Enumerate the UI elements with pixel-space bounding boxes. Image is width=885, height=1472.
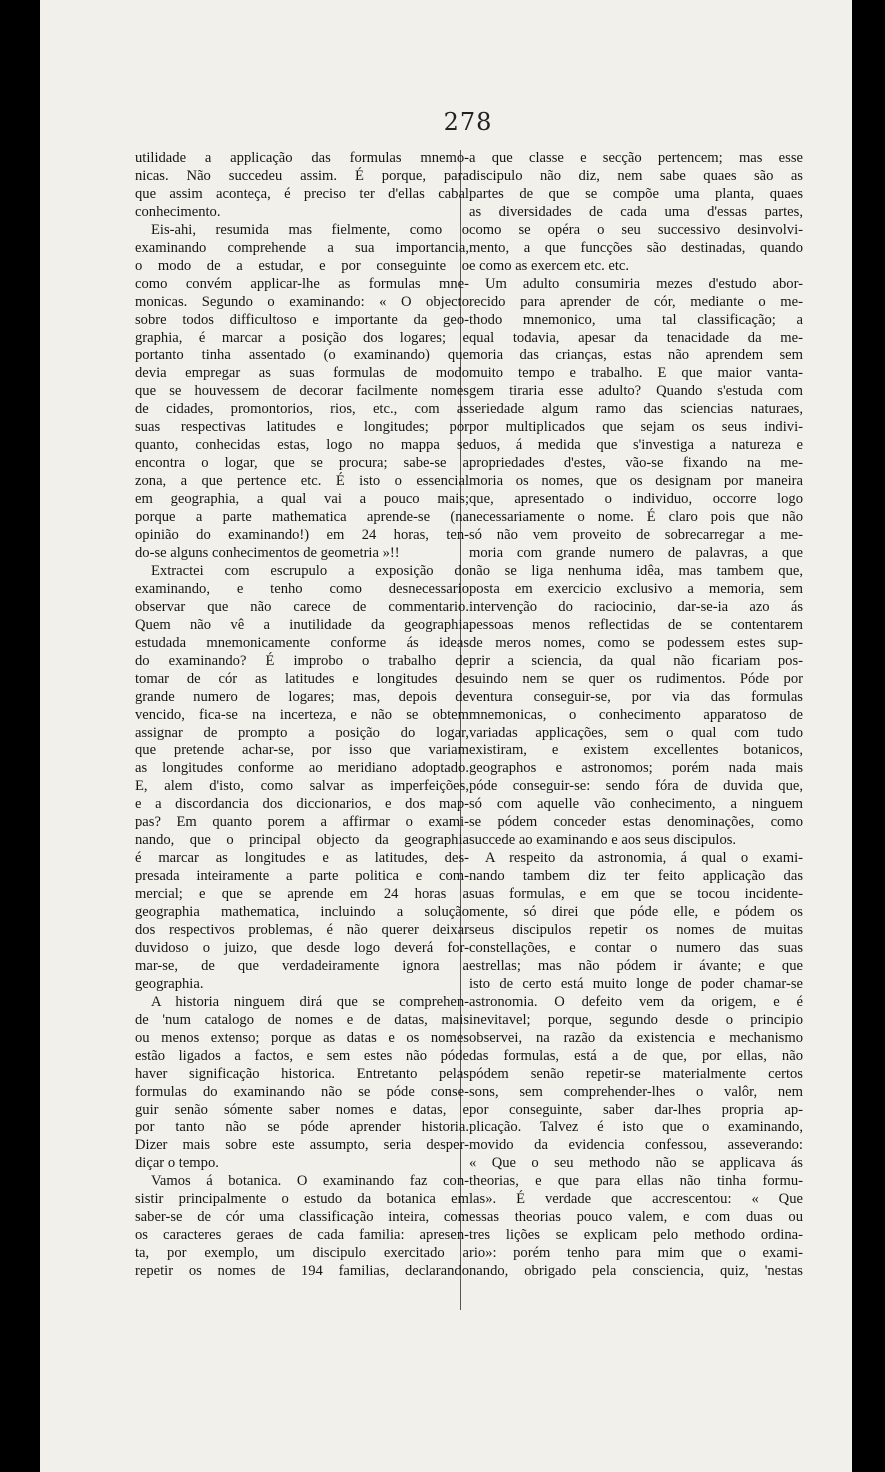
- text-line: pas? Em quanto porem a affirmar o exami-: [135, 814, 469, 831]
- text-line: qual todavia, apesar da tenacidade da me-: [469, 329, 803, 346]
- text-line: geographia mathematica, incluindo a solução: [135, 904, 469, 921]
- text-line: plicação. Talvez é isto que o examinando,: [469, 1119, 803, 1136]
- text-line: é marcar as longitudes e as latitudes, des-: [135, 850, 469, 867]
- text-line: opinião do examinando!) em 24 horas, ten-: [135, 527, 469, 544]
- text-line: encontra o logar, que se procura; sabe-se a: [135, 455, 469, 472]
- text-line: haver significação historica. Entretanto pelas: [135, 1065, 469, 1082]
- text-line: que pretende achar-se, por isso que variam: [135, 742, 469, 759]
- text-line: mar-se, de que verdadeiramente ignora a: [135, 957, 469, 974]
- text-line: e como as exercem etc. etc.: [469, 257, 630, 274]
- text-line: guir senão sómente saber nomes e datas, e: [135, 1101, 469, 1118]
- text-line: A historia ninguem dirá que se comprehen-: [151, 993, 469, 1010]
- text-line: muito tempo e trabalho. E que maior vanta-: [469, 365, 803, 382]
- text-line: mente, só direi que póde elle, e pódem os: [469, 904, 803, 921]
- text-line: repetir os nomes de 194 familias, declarando: [135, 1263, 469, 1280]
- text-line: a que classe e secção pertencem; mas esse: [469, 150, 803, 166]
- text-line: sons, sem comprehender-lhes o valôr, nem: [469, 1083, 803, 1100]
- text-line: seriedade algum ramo das sciencias naturaes,: [469, 401, 803, 418]
- text-line: pódem senão repetir-se materialmente certos: [469, 1065, 803, 1082]
- text-line: nando, obrigado pela consciencia, quiz, 'nestas: [469, 1263, 803, 1280]
- text-line: em geographia, a qual vai a pouco mais;: [135, 491, 469, 508]
- text-line: assignar de prompto a posição do logar,: [135, 724, 469, 741]
- text-line: por multiplicados que sejam os seus indivi-: [469, 419, 803, 436]
- text-line: theorias, e que para ellas não tinha formu-: [469, 1173, 803, 1190]
- text-line: sistir principalmente o estudo da botanica em: [135, 1191, 469, 1208]
- text-line: mercial; e que se aprende em 24 horas a: [135, 886, 469, 903]
- page-sheet: [40, 0, 852, 1472]
- text-line: por conseguinte, saber dar-lhes propria ap-: [469, 1101, 803, 1118]
- text-line: nando tambem diz ter feito applicação das: [469, 868, 803, 885]
- text-line: só com aquelle vão conhecimento, a ninguem: [469, 796, 803, 813]
- text-line: póde conseguir-se: sendo fóra de duvida que,: [469, 778, 803, 795]
- text-line: e a discordancia dos diccionarios, e dos map-: [135, 796, 469, 813]
- text-line: as longitudes conforme ao meridiano adoptado.: [135, 760, 469, 777]
- text-line: como convém applicar-lhe as formulas mne-: [135, 275, 469, 292]
- text-line: do-se alguns conhecimentos de geometria »!!: [135, 544, 400, 561]
- text-line: examinando, e tenho como desnecessario: [135, 580, 469, 597]
- text-line: mento, a que funcções são destinadas, quando: [469, 239, 803, 256]
- text-line: vencido, fica-se na incerteza, e não se obtem: [135, 706, 469, 723]
- text-line: grande numero de logares; mas, depois de: [135, 688, 469, 705]
- text-line: thodo mnemonico, uma tal classificação; a: [469, 311, 803, 328]
- text-line: porque a parte mathematica aprende-se (na: [135, 509, 469, 526]
- text-line: de 'num catalogo de nomes e de datas, mais: [135, 1011, 469, 1028]
- text-line: os caracteres geraes de cada familia: apresen-: [135, 1227, 469, 1244]
- text-line: geographia.: [135, 975, 204, 992]
- text-line: isto de certo está muito longe de poder chamar-se: [469, 975, 803, 992]
- text-line: duos, á medida que s'investiga a natureza e: [469, 437, 803, 454]
- text-line: intervenção do raciocinio, dar-se-ia azo ás: [469, 598, 803, 615]
- text-line: partes de que se compõe uma planta, quaes: [469, 185, 803, 202]
- text-line: pessoas menos reflectidas de se contentarem: [469, 616, 803, 633]
- text-line: ventura conseguir-se, por via das formulas: [469, 688, 803, 705]
- text-line: graphia, é marcar a posição dos logares; e: [135, 329, 469, 346]
- text-line: propriedades d'estes, vão-se fixando na me-: [469, 455, 803, 472]
- text-line: prir a sciencia, da qual não ficariam pos-: [469, 652, 803, 669]
- text-line: seus discipulos repetir os nomes de muitas: [469, 921, 803, 938]
- text-line: formulas do examinando não se póde conse-: [135, 1083, 469, 1100]
- text-line: mnemonicas, o conhecimento apparatoso de: [469, 706, 803, 723]
- text-line: nicas. Não succedeu assim. É porque, para: [135, 167, 469, 184]
- text-line: Vamos á botanica. O examinando faz con-: [151, 1173, 469, 1190]
- text-line: das formulas, está a de que, por ellas, não: [469, 1047, 803, 1064]
- text-line: observei, na razão da existencia e mechanismo: [469, 1029, 803, 1046]
- text-line: portanto tinha assentado (o examinando) que: [135, 347, 469, 364]
- text-line: como se opéra o seu successivo desinvolvi-: [469, 221, 803, 238]
- text-line: suas formulas, e em que se tocou incidente-: [469, 886, 803, 903]
- text-line: nando, que o principal objecto da geographia: [135, 832, 469, 849]
- text-line: tres lições se explicam pelo methodo ordina-: [469, 1227, 803, 1244]
- text-line: estão ligados a factos, e sem estes não póde: [135, 1047, 469, 1064]
- text-line: não se liga nenhuma idêa, mas tambem que,: [469, 562, 803, 579]
- text-line: moria os nomes, que os designam por maneira: [469, 473, 803, 490]
- text-line: « Que o seu methodo não se applicava ás: [469, 1155, 803, 1172]
- text-line: discipulo não diz, nem sabe quaes são as: [469, 167, 803, 184]
- page-number: 278: [443, 108, 493, 136]
- text-line: monicas. Segundo o examinando: « O objecto: [135, 293, 469, 310]
- text-line: essas theorias pouco valem, e com duas ou: [469, 1209, 803, 1226]
- text-line: dos respectivos problemas, é não querer deixar: [135, 921, 469, 938]
- text-line: Dizer mais sobre este assumpto, seria desper-: [135, 1137, 469, 1154]
- text-line: examinando comprehende a sua importancia,: [135, 239, 469, 256]
- text-line: tomar de cór as latitudes e longitudes de: [135, 670, 469, 687]
- text-line: sobre todos difficultoso e importante da geo-: [135, 311, 469, 328]
- text-line: que se houvessem de decorar facilmente nomes: [135, 383, 469, 400]
- text-line: o modo de a estudar, e por conseguinte o: [135, 257, 469, 274]
- text-line: succede ao examinando e aos seus discipulos.: [469, 832, 737, 849]
- text-line: duvidoso o juizo, que desde logo deverá for-: [135, 939, 469, 956]
- text-line: por tanto não se póde aprender historia.: [135, 1119, 469, 1136]
- text-line: conhecimento.: [135, 203, 221, 220]
- text-line: recido para aprender de cór, mediante o me-: [469, 293, 803, 310]
- text-line: zona, a que pertence etc. É isto o essencial: [135, 473, 469, 490]
- text-line: do examinando? É improbo o trabalho de: [135, 652, 469, 669]
- text-line: E, alem d'isto, como salvar as imperfeições,: [135, 778, 469, 795]
- text-line: existiram, e existem excellentes botanicos,: [469, 742, 803, 759]
- text-line: de cidades, promontorios, rios, etc., com as: [135, 401, 469, 418]
- right-column: [469, 150, 803, 1281]
- page: [40, 0, 852, 1472]
- text-line: quanto, conhecidas estas, logo no mappa se: [135, 437, 469, 454]
- text-line: as diversidades de cada uma d'essas partes,: [469, 203, 803, 220]
- text-line: Um adulto consumiria mezes d'estudo abor-: [485, 275, 803, 292]
- text-line: posta em exercicio exclusivo a memoria, sem: [469, 580, 803, 597]
- text-line: movido da evidencia confessou, asseverando:: [469, 1137, 803, 1154]
- text-line: ou menos extenso; porque as datas e os nomes: [135, 1029, 469, 1046]
- text-line: variadas applicações, sem o qual com tudo: [469, 724, 803, 741]
- text-line: diçar o tempo.: [135, 1155, 219, 1172]
- text-line: rio»: porém tenho para mim que o exami-: [469, 1245, 803, 1262]
- text-line: las». É verdade que accrescentou: « Que: [469, 1191, 803, 1208]
- text-line: astronomia. O defeito vem da origem, e é: [469, 993, 803, 1010]
- text-line: A respeito da astronomia, á qual o exami-: [485, 850, 803, 867]
- left-column: [135, 150, 469, 1281]
- text-line: de meros nomes, como se podessem estes sup-: [469, 634, 803, 651]
- text-line: que, apresentado o individuo, occorre logo: [469, 491, 803, 508]
- text-line: utilidade a applicação das formulas mnemo-: [135, 150, 469, 166]
- text-line: geographos e astronomos; porém nada mais: [469, 760, 803, 777]
- text-line: Quem não vê a inutilidade da geographia: [135, 616, 469, 633]
- text-line: constellações, e contar o numero das suas: [469, 939, 803, 956]
- text-line: que assim aconteça, é preciso ter d'ellas cabal: [135, 185, 469, 202]
- text-line: se pódem conceder estas denominações, como: [469, 814, 803, 831]
- text-line: gem tiraria esse adulto? Quando s'estuda com: [469, 383, 803, 400]
- text-line: moria com grande numero de palavras, a que: [469, 544, 803, 561]
- text-line: estrellas; mas não pódem ir ávante; e que: [469, 957, 803, 974]
- text-line: ta, por exemplo, um discipulo exercitado a: [135, 1245, 469, 1262]
- text-line: moria das crianças, estas não aprendem sem: [469, 347, 803, 364]
- text-line: inevitavel; porque, segundo desde o principio: [469, 1011, 803, 1028]
- text-line: estudada mnemonicamente conforme ás ideas: [135, 634, 469, 651]
- text-line: suindo nem se quer os rudimentos. Póde por: [469, 670, 803, 687]
- text-line: Extractei com escrupulo a exposição do: [151, 562, 469, 579]
- text-line: observar que não carece de commentario.: [135, 598, 469, 615]
- text-line: Eis-ahi, resumida mas fielmente, como o: [151, 221, 469, 238]
- paragraph: [135, 150, 469, 222]
- text-line: presada inteiramente a parte politica e com-: [135, 868, 469, 885]
- text-line: necessariamente o nome. É claro pois que não: [469, 509, 803, 526]
- text-line: devia empregar as suas formulas de modo: [135, 365, 469, 382]
- text-line: saber-se de cór uma classificação inteira, com: [135, 1209, 469, 1226]
- text-line: só não vem proveito de sobrecarregar a me-: [469, 527, 803, 544]
- text-line: suas respectivas latitudes e longitudes; por: [135, 419, 469, 436]
